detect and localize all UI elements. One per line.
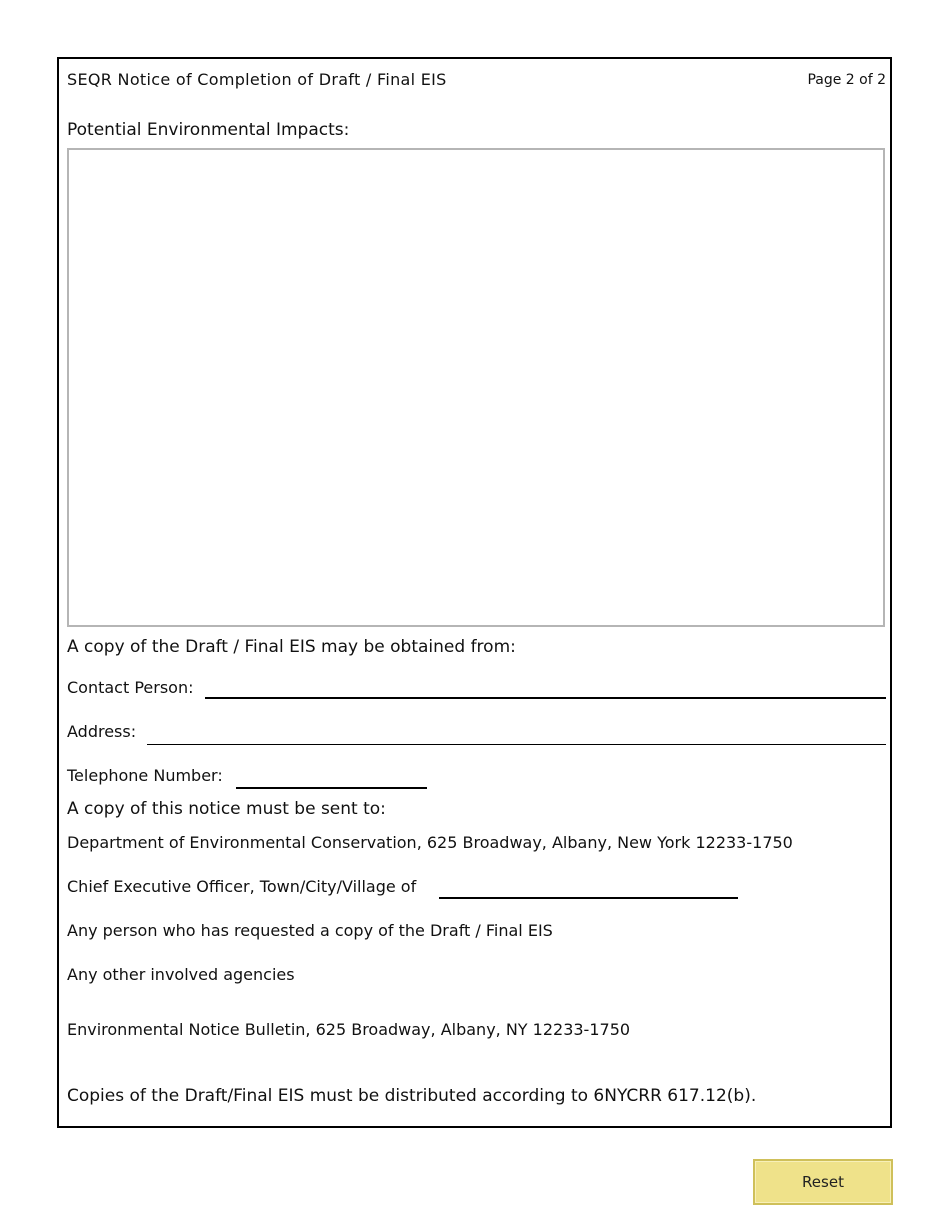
telephone-label: Telephone Number: xyxy=(67,766,223,785)
page-number: Page 2 of 2 xyxy=(807,72,886,88)
distribution-note: Copies of the Draft/Final EIS must be distributed according to 6NYCRR 617.12(b). xyxy=(67,1086,757,1106)
contact-person-input[interactable] xyxy=(205,678,886,699)
reset-button[interactable]: Reset xyxy=(753,1159,893,1205)
address-input[interactable] xyxy=(147,724,886,745)
obtain-heading: A copy of the Draft / Final EIS may be obtained from: xyxy=(67,637,516,657)
recipient-agencies: Any other involved agencies xyxy=(67,965,295,984)
recipient-requesters: Any person who has requested a copy of the Draft / Final EIS xyxy=(67,921,553,940)
impacts-textarea[interactable] xyxy=(67,148,885,627)
recipient-enb: Environmental Notice Bulletin, 625 Broadway, Albany, NY 12233-1750 xyxy=(67,1020,631,1039)
contact-person-label: Contact Person: xyxy=(67,678,194,697)
address-label: Address: xyxy=(67,722,137,741)
ceo-label: Chief Executive Officer, Town/City/Village of xyxy=(67,877,417,896)
recipients-heading: A copy of this notice must be sent to: xyxy=(67,799,386,819)
telephone-input[interactable] xyxy=(236,768,427,789)
recipient-dec: Department of Environmental Conservation, 625 Broadway, Albany, New York 12233-1750 xyxy=(67,833,793,852)
form-title: SEQR Notice of Completion of Draft / Final EIS xyxy=(67,70,447,89)
ceo-municipality-input[interactable] xyxy=(439,877,738,899)
impacts-label: Potential Environmental Impacts: xyxy=(67,120,350,140)
